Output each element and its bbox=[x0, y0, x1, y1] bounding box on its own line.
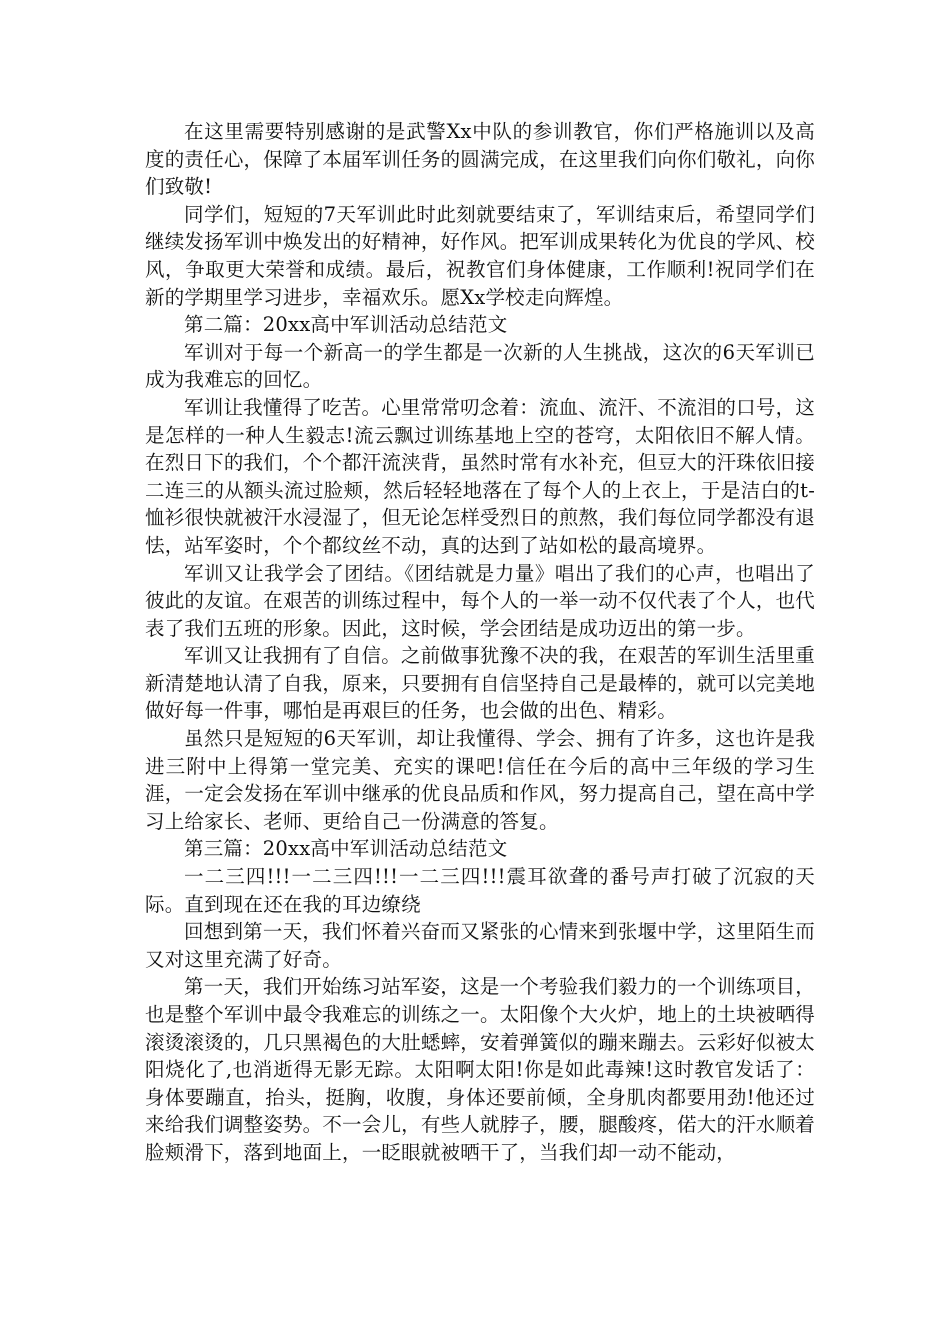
document-page bbox=[145, 118, 815, 1167]
paragraph-new-challenge: 军训对于每一个新高一的学生都是一次新的人生挑战，这次的6天军训已成为我难忘的回忆。 bbox=[145, 340, 815, 392]
paragraph-thanks-instructors: 在这里需要特别感谢的是武警Xx中队的参训教官，你们严格施训以及高度的责任心，保障了本届军训任务的圆满完成，在这里我们向你们敬礼，向你们致敬! bbox=[145, 120, 815, 199]
paragraph-hardship: 军训让我懂得了吃苦。心里常常叨念着：流血、流汗、不流泪的口号，这是怎样的一种人生毅志!流云飘过训练基地上空的苍穹，太阳依旧不解人情。在烈日下的我们，个个都汗流浃背，虽然时常有水补充，但豆大的汗珠依旧接二连三的从额头流过脸颊，然后轻轻地落在了每个人的上衣上，于是洁白的t-恤衫很快就被汗水浸湿了，但无论怎样受烈日的煎熬，我们每位同学都没有退怯，站军姿时，个个都纹丝不动，真的达到了站如松的最高境界。 bbox=[145, 395, 815, 557]
section-heading-part-two: 第二篇：20xx高中军训活动总结范文 bbox=[184, 313, 508, 337]
paragraph-reflection: 虽然只是短短的6天军训，却让我懂得、学会、拥有了许多，这也许是我进三附中上得第一堂完美、充实的课吧!信任在今后的高中三年级的学习生涯，一定会发扬在军训中继承的优良品质和作风，努力提高自己，望在高中学习上给家长、老师、更给自己一份满意的答复。 bbox=[145, 727, 815, 833]
paragraph-cadence-call: 一二三四!!!一二三四!!!一二三四!!!震耳欲聋的番号声打破了沉寂的天际。直到现在还在我的耳边缭绕 bbox=[145, 865, 815, 916]
paragraph-closing-wishes: 同学们，短短的7天军训此时此刻就要结束了，军训结束后，希望同学们继续发扬军训中焕发出的好精神，好作风。把军训成果转化为优良的学风、校风，争取更大荣誉和成绩。最后，祝教官们身体健康，工作顺利!祝同学们在新的学期里学习进步，幸福欢乐。愿Xx学校走向辉煌。 bbox=[145, 202, 815, 309]
paragraph-unity: 军训又让我学会了团结。《团结就是力量》唱出了我们的心声，也唱出了彼此的友谊。在艰苦的训练过程中，每个人的一举一动不仅代表了个人，也代表了我们五班的形象。因此，这时候，学会团结是成功迈出的第一步。 bbox=[145, 561, 815, 640]
section-heading-part-three: 第三篇：20xx高中军训活动总结范文 bbox=[184, 837, 508, 861]
paragraph-standing-drill: 第一天，我们开始练习站军姿，这是一个考验我们毅力的一个训练项目，也是整个军训中最令我难忘的训练之一。太阳像个大火炉，地上的土块被晒得滚烫滚烫的，几只黑褐色的大肚蟋蟀，安着弹簧似的蹦来蹦去。云彩好似被太阳烧化了,也消逝得无影无踪。太阳啊太阳!你是如此毒辣!这时教官发话了：身体要蹦直，抬头，挺胸，收腹，身体还要前倾，全身肌肉都要用劲!他还过来给我们调整姿势。不一会儿，有些人就脖子，腰，腿酸疼，偌大的汗水顺着脸颊滑下，落到地面上，一眨眼就被晒干了，当我们却一动不能动， bbox=[145, 975, 815, 1164]
paragraph-confidence: 军训又让我拥有了自信。之前做事犹豫不决的我，在艰苦的军训生活里重新清楚地认清了自我，原来，只要拥有自信坚持自己是最棒的，就可以完美地做好每一件事，哪怕是再艰巨的任务，也会做的出色、精彩。 bbox=[145, 644, 815, 723]
paragraph-first-day-arrival: 回想到第一天，我们怀着兴奋而又紧张的心情来到张堰中学，这里陌生而又对这里充满了好奇。 bbox=[145, 920, 815, 971]
